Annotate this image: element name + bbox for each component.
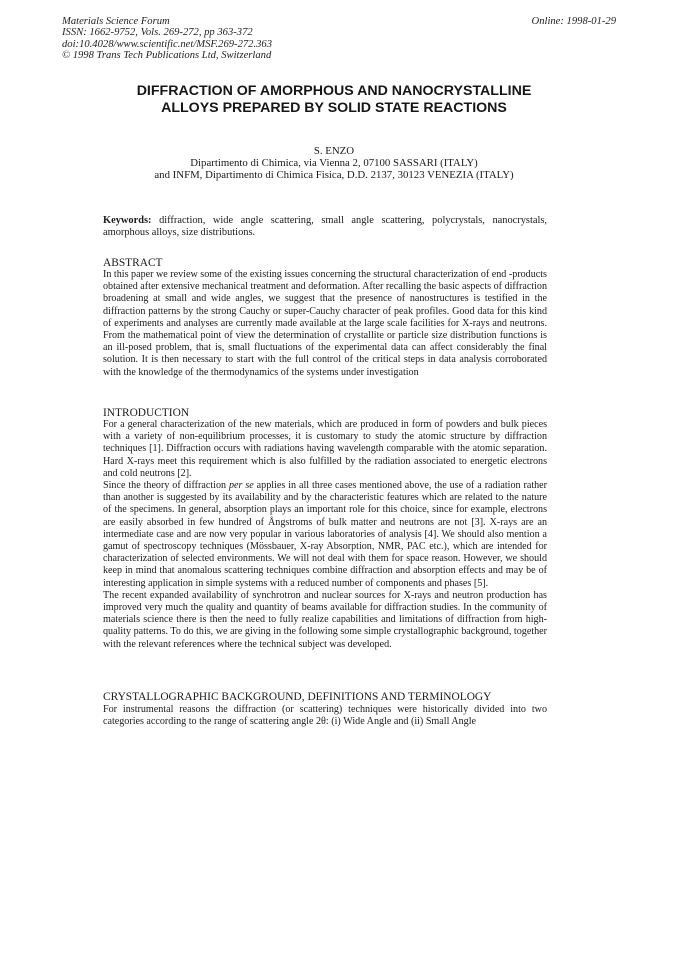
doi-line[interactable]: doi:10.4028/www.scientific.net/MSF.269-272.363 [62,38,272,50]
introduction-body [103,419,547,651]
intro-p2-italic: per se [228,480,254,492]
introduction-heading: INTRODUCTION [103,407,190,419]
title-line-2: ALLOYS PREPARED BY SOLID STATE REACTIONS [161,100,507,116]
crystallographic-heading: CRYSTALLOGRAPHIC BACKGROUND, DEFINITIONS AND TERMINOLOGY [103,691,492,703]
journal-name: Materials Science Forum [62,16,170,27]
abstract-text: In this paper we review some of the existing issues concerning the structural characterization of end -products obtained after extensive mechanical treatment and deformation. After recalling the basic aspects of diffraction broadening at small and wide angles, we suggest that the presence of nanostructures is testified in the diffraction patterns by the strong Cauchy or super-Cauchy character of peak profiles. Good data for this kind of experiments and analyses are currently made available at the large scale facilities for X-rays and neutrons. From the mathematical point of view the determination of crystallite or particle size distribution functions is an ill-posed problem, that is, small fluctuations of the experimental data can affect considerably the final solution. It is then necessary to start with the full control of the critical steps in data analysis corroborated with the knowledge of the thermodynamics of the systems under investigation [103,269,547,378]
affiliation-1: Dipartimento di Chimica, via Vienna 2, 07100 SASSARI (ITALY) [190,157,478,170]
keywords-label: Keywords: [103,215,152,226]
affiliation-2: and INFM, Dipartimento di Chimica Fisica, D.D. 2137, 30123 VENEZIA (ITALY) [154,169,514,182]
crystallographic-text: For instrumental reasons the diffraction (or scattering) techniques were historically divided into two categories according to the range of scattering angle 2θ: (i) Wide Angle and (ii) Small Angle [103,704,547,728]
intro-paragraph-2 [103,480,547,590]
online-date: Online: 1998-01-29 [531,16,616,27]
keywords-text: diffraction, wide angle scattering, small angle scattering, polycrystals, nanocrystals, amorphous alloys, size distributions. [103,215,547,239]
intro-paragraph-3: The recent expanded availability of synchrotron and nuclear sources for X-rays and neutron production has improved very much the quality and quantity of beams available for diffraction studies. In the community of materials science there is then the need to fully realize capabilities and limitations of diffraction from high-quality patterns. To do this, we are giving in the following some simple crystallographic background, together with the relevant references where the technical subject was developed. [103,589,547,650]
intro-p2-rest: applies in all three cases mentioned above, the use of a radiation rather than another is suggested by its availability and by the characteristic features which are related to the nature of the specimens. In general, absorption plays an important role for this choice, since for example, electrons are easily absorbed in few hundred of Ångstroms of bulk matter and neutrons are not [3]. X-rays are an intermediate case and are now very popular in various laboratories of analysis [4]. We should also mention a gamut of spectroscopy techniques (Mössbauer, X-ray Absorption, NMR, PAC etc.), which are intended for characterization of selected environments. We will not deal with them for space reason. However, we should keep in mind that anomalous scattering techniques combine diffraction and absorption effects and may be of interesting application in simple systems with a reduced number of components and phases [5]. [103,480,548,589]
intro-p2-start: Since the theory of diffraction [103,480,229,492]
author-name: S. ENZO [313,145,355,157]
copyright-line: © 1998 Trans Tech Publications Ltd, Switzerland [62,49,272,61]
keywords-paragraph [103,215,547,239]
title-line-1: DIFFRACTION OF AMORPHOUS AND NANOCRYSTALLINE [136,83,532,99]
author-block [60,145,608,182]
journal-header [62,16,272,61]
abstract-heading: ABSTRACT [103,257,163,269]
paper-title [60,83,608,117]
intro-paragraph-1: For a general characterization of the new materials, which are produced in form of powders and bulk pieces with a variety of non-equilibrium processes, it is customary to study the atomic structure by diffraction techniques [1]. Diffraction occurs with radiations having wavelength comparable with the atomic separation. Hard X-rays meet this requirement which is also fulfilled by the radiation associated to energetic electrons and cold neutrons [2]. [103,419,547,479]
issn-line: ISSN: 1662-9752, Vols. 269-272, pp 363-372 [62,27,253,39]
